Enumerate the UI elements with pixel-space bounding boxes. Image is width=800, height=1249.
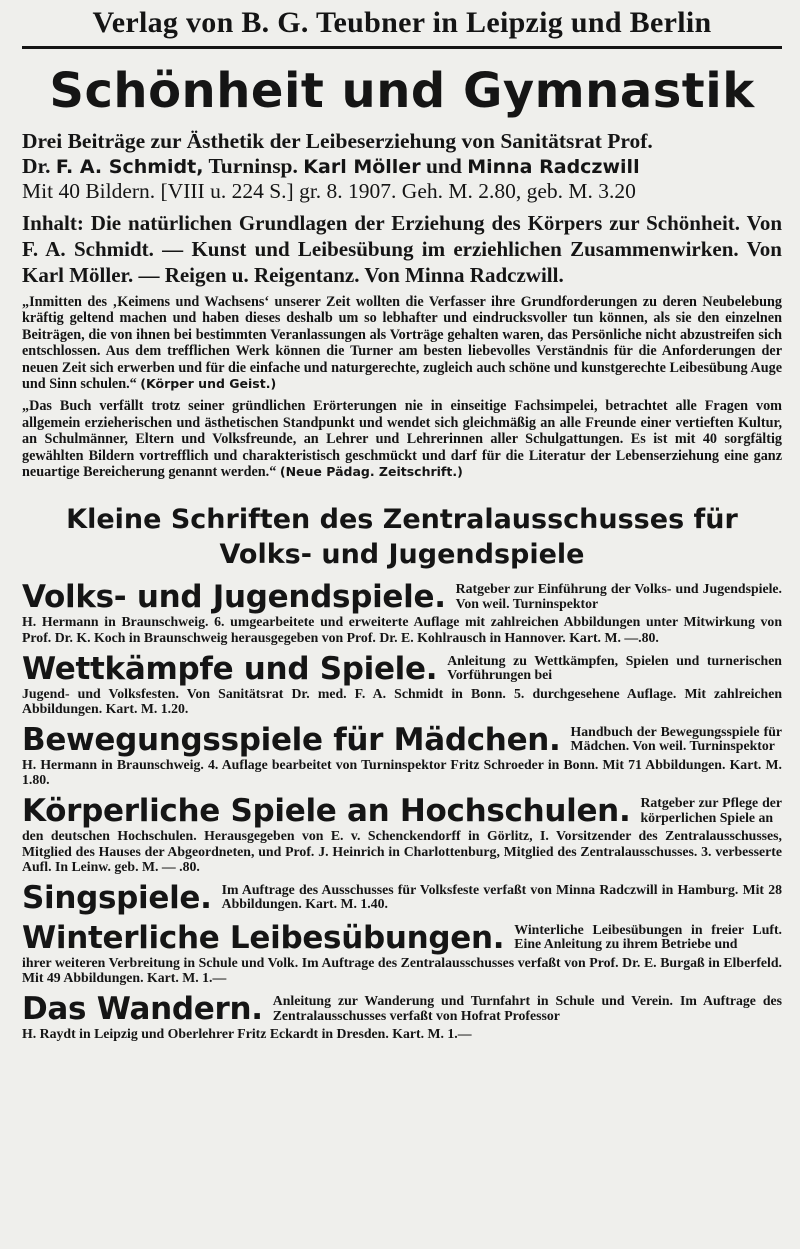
entry-body: Jugend- und Volksfesten. Von Sanitätsrat Dr. med. F. A. Schmidt in Bonn. 5. durchgesehene Auflage. Mit zahlreichen Abbildungen. Kart. M. 1.20. [22,685,782,717]
series-heading [22,502,782,572]
publisher-header: Verlag von B. G. Teubner in Leipzig und Berlin [22,0,782,49]
authors-and: und [420,154,468,178]
entry-body: den deutschen Hochschulen. Herausgegeben von E. v. Schenckendorff in Görlitz, I. Vorsitzender des Zentralausschusses, Mitglied des Hauses der Abgeordneten, und Prof. J. Heinrich in Charlottenburg, Mitglied des Zentralausschusses. 3. verbesserte Aufl. In Leinw. geb. M. — .80. [22,828,782,875]
entry-side-text: Handbuch der Bewegungsspiele für Mädchen. Von weil. Turninspektor [570,723,782,754]
authors-mid: Turninsp. [203,154,304,178]
entry-title: Winterliche Leibesübungen. [22,919,505,956]
entry-title: Singspiele. [22,879,212,916]
entry-winterliche-leibesuebungen [22,921,782,986]
quote-1-text: „Inmitten des ‚Keimens und Wachsens‘ unserer Zeit wollten die Verfasser ihre Grundforderungen zu deren Neubelebung kräftig geltend machen und haben dieses deshalb um so lebhafter und eindrucksvoller tun können, als sie den einzelnen Beiträgen, die von ihnen bei bestimmten Veranlassungen als Vorträge gehalten waren, das Persönliche nicht abzustreifen sich entschlossen. Aus dem trefflichen Werk können die Turner am besten liebevolles Verständnis für die Anforderungen der neuen Zeit sich erwerben und für die einfache und naturgerechte, zugleich auch schöne und kunstgerechte Leibesübung Auge und Sinn schulen.“ [22,294,782,393]
entry-wettkaempfe-und-spiele [22,652,782,717]
entry-bewegungsspiele-fuer-maedchen [22,723,782,788]
book-authors [22,154,782,179]
entry-side-text: Ratgeber zur Pflege der körperlichen Spiele an [640,795,782,825]
book-subtitle: Drei Beiträge zur Ästhetik der Leibeserziehung von Sanitätsrat Prof. [22,129,653,153]
entry-title: Bewegungsspiele für Mädchen. [22,721,561,758]
entry-side-text: Im Auftrage des Ausschusses für Volksfeste verfaßt von Minna Radczwill in Hamburg. Mit 28 Abbildungen. Kart. M. 1.40. [221,881,782,912]
entry-body: H. Hermann in Braunschweig. 4. Auflage bearbeitet von Turninspektor Fritz Schroeder in Bonn. Mit 71 Abbildungen. Kart. M. 1.80. [22,756,782,788]
entry-side-text: Ratgeber zur Einführung der Volks- und Jugendspiele. Von weil. Turninspektor [455,581,782,611]
entry-body: ihrer weiteren Verbreitung in Schule und Volk. Im Auftrage des Zentralausschusses verfaßt von Prof. Dr. E. Burgaß in Elberfeld. Mit 49 Abbildungen. Kart. M. 1.— [22,954,782,986]
entry-side-text: Anleitung zur Wanderung und Turnfahrt in Schule und Verein. Im Auftrage des Zentralausschusses verfaßt von Hofrat Professor [272,993,782,1023]
entry-das-wandern [22,992,782,1042]
author-radczwill: Minna Radczwill [467,156,640,178]
book-pubinfo: Mit 40 Bildern. [VIII u. 224 S.] gr. 8. 1907. Geh. M. 2.80, geb. M. 3.20 [22,179,636,203]
series-heading-line-2: Volks- und Jugendspiele [219,539,585,571]
review-quote-1 [22,294,782,392]
entry-side-text: Winterliche Leibesübungen in freier Luft. Eine Anleitung zu ihrem Betriebe und [514,921,782,952]
series-heading-line-1: Kleine Schriften des Zentralausschusses für [66,504,738,536]
entry-body: H. Raydt in Leipzig und Oberlehrer Fritz Eckardt in Dresden. Kart. M. 1.— [22,1026,472,1041]
entry-title: Volks- und Jugendspiele. [22,579,446,616]
entry-title: Körperliche Spiele an Hochschulen. [22,793,631,830]
entry-koerperliche-spiele-an-hochschulen [22,794,782,875]
author-moeller: Karl Möller [303,156,421,178]
author-schmidt: F. A. Schmidt, [55,156,204,178]
quote-1-source: (Körper und Geist.) [140,376,277,392]
entry-side-text: Anleitung zu Wettkämpfen, Spielen und turnerischen Vorführungen bei [447,652,782,683]
entry-title: Wettkämpfe und Spiele. [22,650,438,687]
quote-2-text: „Das Buch verfällt trotz seiner gründlichen Erörterungen nie in einseitige Fachsimpelei, betrachtet alle Fragen vom allgemein erzieherischen und ästhetischen Standpunkt und wendet sich gleichmäßig an alle Freunde einer vertieften Kultur, an Schulmänner, Eltern und Volksfreunde, an Lehrer und Lehrerinnen aller Schulgattungen. Es ist mit 40 sorgfältig gewählten Bildern vortrefflich und charakteristisch geschmückt und darf für die Literatur der Lebenserziehung eine ganz neuartige Bereicherung genannt werden.“ [22,398,782,481]
entry-body: H. Hermann in Braunschweig. 6. umgearbeitete und erweiterte Auflage mit zahlreichen Abbildungen unter Mitwirkung von Prof. Dr. K. Koch in Braunschweig herausgegeben von Prof. Dr. E. Kohlrausch in Hannover. Kart. M. —.80. [22,614,782,646]
review-quote-2 [22,398,782,480]
book-contents: Inhalt: Die natürlichen Grundlagen der Erziehung des Körpers zur Schönheit. Von F. A. Schmidt. — Kunst und Leibesübung im erziehlichen Zusammenwirken. Von Karl Möller. — Reigen u. Reigentanz. Von Minna Radczwill. [22,211,782,287]
entry-title: Das Wandern. [22,991,263,1027]
entry-singspiele [22,881,782,915]
authors-prefix: Dr. [22,154,56,178]
book-title: Schönheit und Gymnastik [49,63,755,119]
entry-volks-und-jugendspiele [22,580,782,645]
quote-2-source: (Neue Pädag. Zeitschrift.) [279,464,463,480]
